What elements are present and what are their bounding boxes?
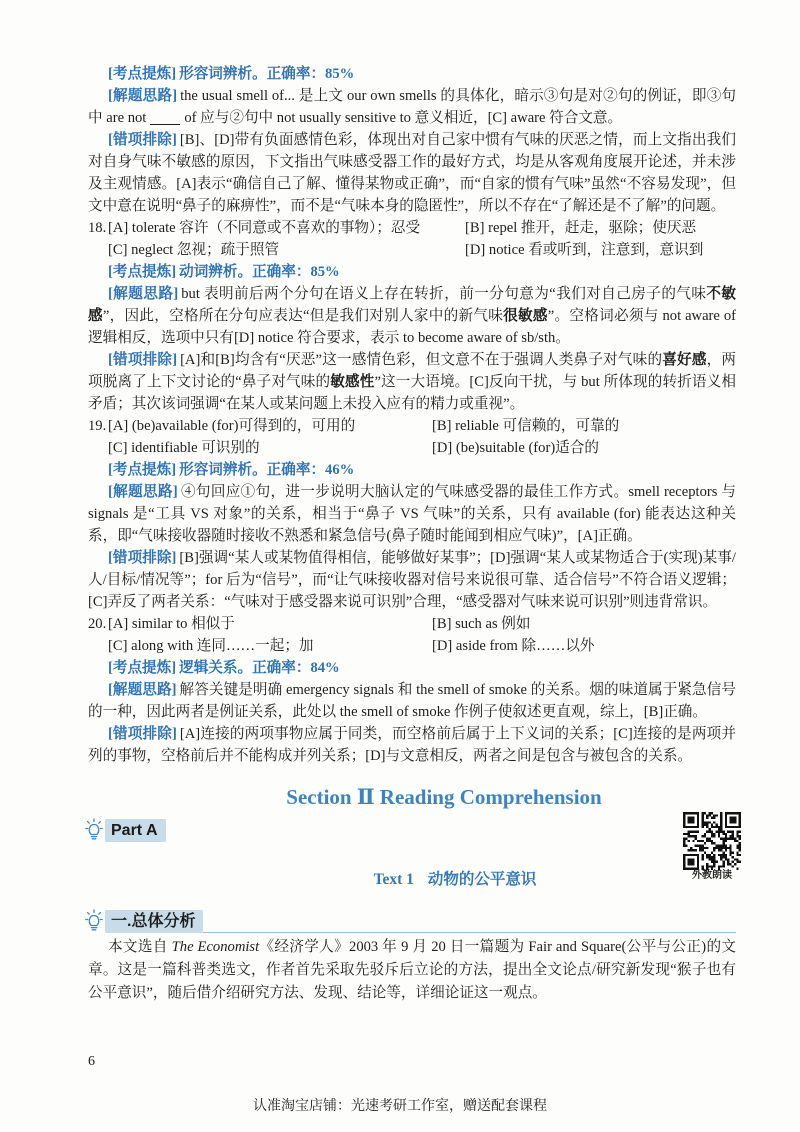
exclude-text: [A]和[B]均含有“厌恶”这一感情色彩，但文意不在于强调人类鼻子对气味的 — [180, 352, 663, 368]
point-label: [考点提炼] — [108, 660, 177, 676]
part-a-badge: Part A — [105, 819, 166, 842]
overview-heading — [88, 909, 736, 933]
exclude-text: ”这一大语境。[C]反向干扰，与 but 所体现的转折语义相矛盾；其次该词强调“在某人或某问题上未投入应有的精力或重视”。 — [88, 374, 736, 412]
option-row — [88, 217, 736, 239]
text-title — [88, 869, 736, 891]
idea-text: ”，因此，空格所在分句应表达“但是我们对别人家中的新气味 — [102, 308, 504, 324]
q20-options — [88, 613, 736, 657]
overview-badge: 一.总体分析 — [105, 910, 203, 933]
idea-text: ”。空格词必须与 not aware of 逻辑相反，选项中只有[D] notice 符合要求，表示 to become aware of sb/sth。 — [88, 308, 736, 346]
idea-emphasis: 不敏感 — [88, 286, 736, 324]
q19-exclude — [88, 547, 736, 613]
option-row — [88, 239, 736, 261]
exclude-text: [A]连接的两项事物应属于同类，而空格前后属于上下义词的关系；[C]连接的是两项并列的事物，空格前后并不能构成并列关系；[D]与文意相反，两者之间是包含与被包含的关系。 — [88, 726, 736, 764]
option-c: [C] identifiable 可识别的 — [108, 440, 260, 456]
page-footer: 认准淘宝店铺：光速考研工作室，赠送配套课程 — [253, 1099, 547, 1114]
idea-text-before-blank: the usual smell of... 是上文 our own smells 的具体化，暗示③句是对②句的例证，即③句中 are not — [88, 88, 736, 126]
option-d: [D] notice 看或听到，注意到，意识到 — [465, 242, 704, 258]
option-b: [B] such as 例如 — [432, 616, 531, 632]
q18-idea — [88, 283, 736, 349]
question-number: 19. — [88, 418, 107, 434]
point-label: [考点提炼] — [108, 66, 177, 82]
option-d: [D] aside from 除……以外 — [432, 638, 595, 654]
idea-text: 解答关键是明确 emergency signals 和 the smell of smoke 的关系。烟的味道属于紧急信号的一种，因此两者是例证关系，此处以 the smell of smoke 作例子使叙述更直观，综上，[B]正确。 — [88, 682, 736, 720]
q18-options — [88, 217, 736, 261]
point-label: [考点提炼] — [108, 264, 177, 280]
exclude-text: [B]、[D]带有负面感情色彩，体现出对自己家中惯有气味的厌恶之情，而上文指出我们对自身气味不敏感的原因，下文指出气味感受器工作的最好方式，均是从客观角度展开论述，并未涉及主观情感。[A]表示“确信自己了解、懂得某物或正确”，而“自家的惯有气味”虽然“不容易发现”，但文中意在说明“鼻子的麻痹性”，而不是“气味本身的隐匿性”，所以不存在“了解还是不了解”的问题。 — [88, 132, 736, 214]
exclude-emphasis: 喜好感 — [662, 352, 707, 368]
idea-text: but 表明前后两个分句在语义上存在转折，前一分句意为“我们对自己房子的气味 — [181, 286, 707, 302]
source-title: The Economist — [171, 939, 260, 955]
point-label: [考点提炼] — [108, 462, 177, 478]
option-row — [88, 415, 736, 437]
lightbulb-icon — [85, 909, 103, 933]
qr-block — [683, 812, 741, 882]
exclude-label: [错项排除] — [108, 352, 178, 368]
exclude-label: [错项排除] — [108, 132, 177, 148]
option-c: [C] neglect 忽视；疏于照管 — [108, 242, 280, 258]
q19-point — [88, 459, 736, 481]
overview-text: 《经济学人》2003 年 9 月 20 日一篇题为 Fair and Square(公平与公正)的文章。这是一篇科普类选文，作者首先采取先驳斥后立论的方法，提出全文论点/研究新发现“猴子也有公平意识”，随后借介绍研究方法、发现、结论等，详细论证这一观点。 — [88, 939, 736, 1001]
exclude-emphasis: 敏感性 — [330, 374, 375, 390]
page-number: 6 — [88, 1054, 95, 1069]
question-number: 20. — [88, 616, 107, 632]
qr-finder-core — [729, 817, 736, 824]
lightbulb-icon — [85, 818, 103, 842]
option-a: [A] tolerate 容许（不同意或不喜欢的事物）；忍受 — [108, 220, 421, 236]
point-text: 形容词辨析。正确率：85% — [179, 66, 355, 82]
qr-label: 外教朗读 — [692, 870, 732, 881]
option-a: [A] similar to 相似于 — [108, 616, 235, 632]
q18-point — [88, 261, 736, 283]
point-text: 逻辑关系。正确率：84% — [179, 660, 340, 676]
answer-blank — [150, 109, 180, 125]
point-text: 形容词辨析。正确率：46% — [179, 462, 355, 478]
q19-idea — [88, 481, 736, 547]
exclude-text: [B]强调“某人或某物值得相信，能够做好某事”；[D]强调“某人或某物适合于(实现)某事/人/目标/情况等”；for 后为“信号”，而“让气味接收器对信号来说很可靠、适合信号”不符合语义逻辑；[C]弄反了两者关系：“气味对于感受器来说可识别”合理，“感受器对气味来说可识别”则违背常识。 — [88, 550, 736, 610]
q20-idea — [88, 679, 736, 723]
text-number: Text 1 — [373, 871, 414, 888]
section-title: Section Ⅱ Reading Comprehension — [286, 785, 602, 809]
idea-label: [解题思路] — [108, 484, 178, 500]
qr-code — [683, 812, 741, 870]
option-row — [88, 613, 736, 635]
option-c: [C] along with 连同……一起；加 — [108, 638, 314, 654]
idea-label: [解题思路] — [108, 286, 179, 302]
idea-label: [解题思路] — [108, 682, 177, 698]
exclude-text: ，两项脱离了上下文讨论的“鼻子对气味的 — [88, 352, 736, 390]
idea-text-after-blank: of 应与②句中 not usually sensitive to 意义相近，[C] aware 符合文意。 — [184, 110, 623, 126]
qr-finder-core — [688, 858, 695, 865]
option-a: [A] (be)available (for)可得到的，可用的 — [108, 418, 356, 434]
option-d: [D] (be)suitable (for)适合的 — [432, 440, 599, 456]
idea-text: ④句回应①句，进一步说明大脑认定的气味感受器的最佳工作方式。smell receptors 与 signals 是“工具 VS 对象”的关系，相当于“鼻子 VS 气味”的关系，只有 available (for) 能表达这种关系，即“气味接收器随时接收不熟悉和紧急信号(鼻子随时能闻到相应气味)”，[A]正确。 — [88, 484, 736, 544]
option-row — [88, 635, 736, 657]
question-number: 18. — [88, 220, 107, 236]
q18-exclude — [88, 349, 736, 415]
q17-point — [88, 63, 736, 85]
option-row — [88, 437, 736, 459]
q19-options — [88, 415, 736, 459]
q17-idea — [88, 85, 736, 129]
overview-paragraph — [88, 936, 736, 1005]
exclude-label: [错项排除] — [108, 726, 177, 742]
q17-exclude — [88, 129, 736, 217]
q20-exclude — [88, 723, 736, 767]
heading-rule — [203, 909, 736, 933]
point-text: 动词辨析。正确率：85% — [179, 264, 340, 280]
page-content — [88, 63, 736, 1005]
idea-label: [解题思路] — [108, 88, 178, 104]
idea-emphasis: 很敏感 — [503, 308, 548, 324]
exclude-label: [错项排除] — [108, 550, 177, 566]
text-name: 动物的公平意识 — [427, 871, 537, 888]
overview-text: 本文选自 — [108, 939, 172, 955]
q20-point — [88, 657, 736, 679]
option-b: [B] repel 推开，赶走，驱除；使厌恶 — [465, 220, 697, 236]
qr-finder-core — [688, 817, 695, 824]
option-b: [B] reliable 可信赖的，可靠的 — [432, 418, 620, 434]
